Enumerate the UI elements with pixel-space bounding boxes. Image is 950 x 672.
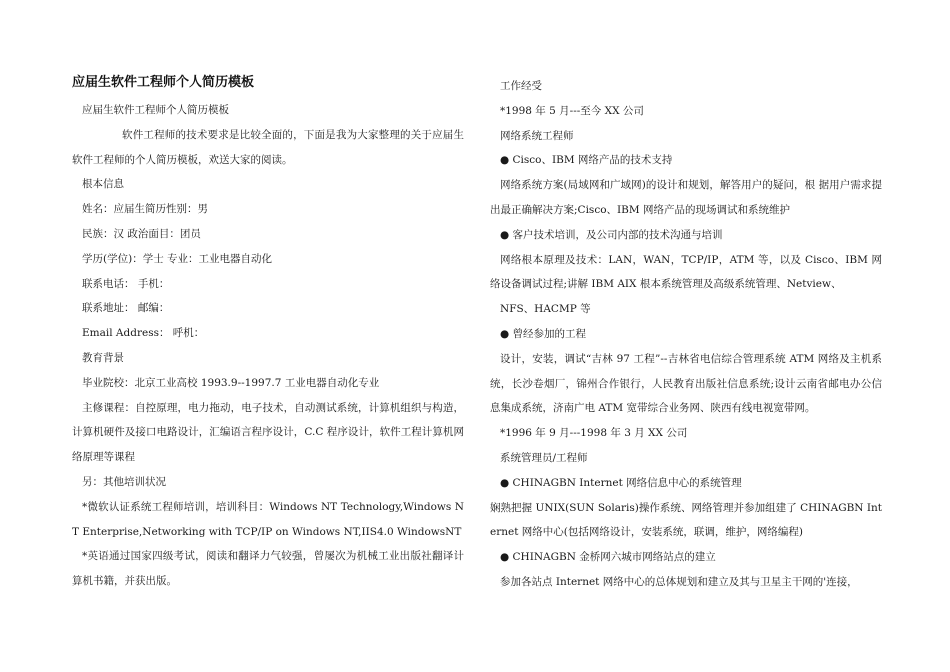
name-gender-line: 姓名：应届生简历性别：男 (82, 203, 208, 216)
job1-projects-paragraph: 设计，安装，调试“吉林 97 工程”--吉林省电信综合管理系统 ATM 网络及主机系统，长沙卷烟厂，锦州合作银行，人民教育出版社信息系统;设计云南省邮电办公信息集成系统，济南广电 ATM 宽带综合业务网、陕西有线电视宽带网。 (490, 352, 882, 415)
intro-paragraph: 软件工程师的技术要求是比较全面的，下面是我为大家整理的关于应届生软件工程师的个人简历模板，欢送大家的阅读。 (72, 128, 464, 166)
phone-line: 联系电话： 手机： (82, 277, 170, 290)
job1-bullet-projects: ● 曾经参加的工程 (500, 327, 586, 340)
job2-period: *1996 年 9 月---1998 年 3 月 XX 公司 (500, 427, 688, 440)
job1-period: *1998 年 5 月---至今 XX 公司 (500, 104, 644, 117)
document-title: 应届生软件工程师个人简历模板 (72, 75, 255, 90)
english-paragraph: *英语通过国家四级考试，阅读和翻译力气较强，曾屡次为机械工业出版社翻译计算机书籍，并获出版。 (72, 550, 464, 588)
job1-bullet-training: ● 客户技术培训，及公司内部的技术沟通与培训 (500, 228, 723, 241)
section-heading-education: 教育背景 (82, 351, 124, 364)
address-line: 联系地址： 邮编： (82, 302, 170, 315)
email-line: Email Address： 呼机： (82, 327, 205, 340)
job2-sysadmin-paragraph: 娴熟把握 UNIX(SUN Solaris)操作系统、网络管理并参加组建了 CHINAGBN Internet 网络中心(包括网络设计，安装系统，联调，维护，网络编程) (490, 501, 882, 539)
job2-bullet-sites: ● CHINAGBN 金桥网六城市网络站点的建立 (500, 551, 716, 564)
left-column (72, 74, 464, 594)
ethnicity-politics-line: 民族：汉 政治面目：团员 (82, 227, 201, 240)
school-line: 毕业院校：北京工业高校 1993.9--1997.7 工业电器自动化专业 (82, 376, 380, 389)
job1-training-paragraph: 网络根本原理及技术：LAN，WAN，TCP/IP，ATM 等，以及 Cisco、IBM 网络设备调试过程;讲解 IBM AIX 根本系统管理及高级系统管理、Netview、 (490, 253, 882, 291)
job1-title: 网络系统工程师 (500, 129, 574, 142)
section-heading-basic-info: 根本信息 (82, 178, 124, 191)
subtitle: 应届生软件工程师个人简历模板 (82, 104, 229, 116)
right-column (490, 74, 882, 595)
other-training-heading: 另：其他培训状况 (82, 475, 166, 488)
job1-support-paragraph: 网络系统方案(局域网和广域网)的设计和规划，解答用户的疑问，根 据用户需求提出最正确解决方案;Cisco、IBM 网络产品的现场调试和系统维护 (490, 179, 882, 216)
job1-training-continued: NFS、HACMP 等 (500, 303, 591, 316)
job1-bullet-support: ● Cisco、IBM 网络产品的技术支持 (500, 154, 673, 167)
degree-major-line: 学历(学位)：学士 专业：工业电器自动化 (82, 252, 273, 265)
courses-paragraph: 主修课程：自控原理，电力拖动，电子技术，自动测试系统，计算机组织与构造，计算机硬件及接口电路设计，汇编语言程序设计，C.C 程序设计，软件工程计算机网络原理等课程 (72, 401, 464, 464)
job2-bullet-sysadmin: ● CHINAGBN Internet 网络信息中心的系统管理 (500, 476, 742, 489)
job2-sites-paragraph: 参加各站点 Internet 网络中心的总体规划和建立及其与卫星主干网的'连接， (500, 575, 858, 588)
microsoft-training-paragraph: *微软认证系统工程师培训，培训科目：Windows NT Technology,Windows NT Enterprise,Networking with TCP/IP on Windows NT,IIS4.0 WindowsNT (72, 500, 464, 538)
job2-title: 系统管理员/工程师 (500, 451, 588, 464)
section-heading-work-experience: 工作经受 (500, 80, 542, 92)
